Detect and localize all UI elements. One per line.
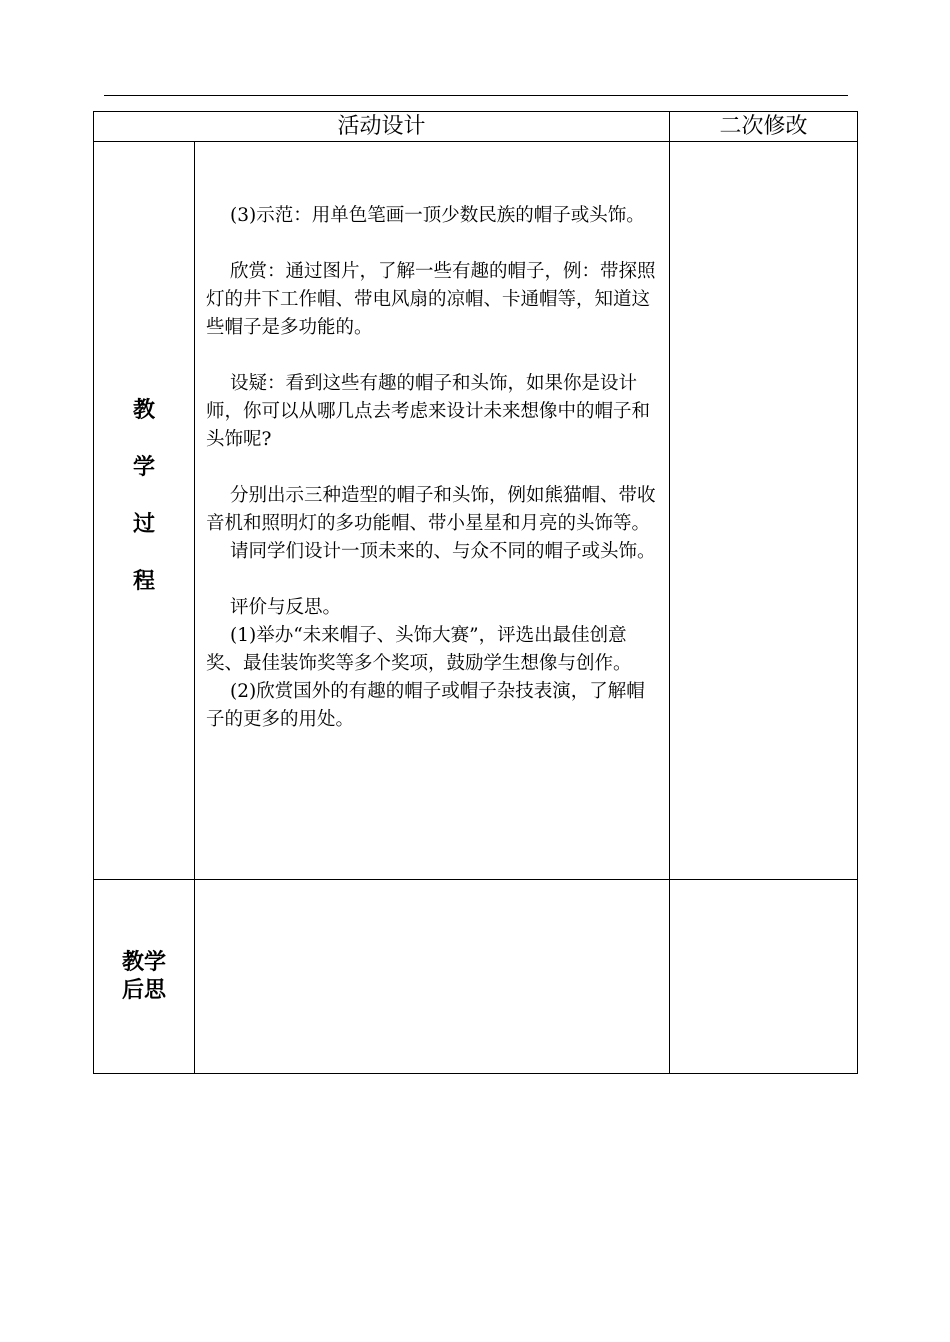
label-char: 过	[132, 511, 155, 537]
teaching-process-row	[94, 142, 858, 880]
teaching-reflection-content-cell	[195, 880, 670, 1074]
label-char: 教	[132, 397, 155, 423]
teaching-reflection-row	[94, 880, 858, 1074]
reflection-revision-cell	[670, 880, 858, 1074]
teaching-reflection-label-cell	[94, 880, 195, 1074]
label-char: 学	[132, 454, 155, 480]
reflection-label-line: 后思	[121, 977, 166, 1003]
activity-design-header: 活动设计	[94, 112, 670, 142]
question-paragraph: 设疑：看到这些有趣的帽子和头饰，如果你是设计师，你可以从哪几点去考虑来设计未来想像中的帽子和头饰呢?	[206, 373, 651, 450]
label-char: 程	[132, 568, 155, 594]
design-task-paragraph: 请同学们设计一顶未来的、与众不同的帽子或头饰。	[230, 541, 656, 562]
teaching-process-label	[94, 397, 194, 625]
show-hats-paragraph: 分别出示三种造型的帽子和头饰，例如熊猫帽、带收音机和照明灯的多功能帽、带小星星和月亮的头饰等。	[206, 485, 656, 534]
teaching-process-label-cell	[94, 142, 195, 880]
demo-paragraph: (3)示范：用单色笔画一顶少数民族的帽子或头饰。	[230, 205, 645, 226]
revision-cell	[670, 142, 858, 880]
lesson-plan-table	[93, 111, 858, 1074]
evaluation-item-2: (2)欣赏国外的有趣的帽子或帽子杂技表演，了解帽子的更多的用处。	[206, 681, 645, 730]
teaching-reflection-label	[94, 949, 194, 1005]
reflection-label-line: 教学	[121, 949, 166, 975]
teaching-process-content-cell	[195, 142, 670, 880]
teaching-process-content	[195, 142, 669, 734]
table-header-row	[94, 112, 858, 142]
evaluation-item-1: (1)举办“未来帽子、头饰大赛”，评选出最佳创意奖、最佳装饰奖等多个奖项，鼓励学生想像与创作。	[206, 625, 632, 674]
appreciation-paragraph: 欣赏：通过图片，了解一些有趣的帽子，例：带探照灯的井下工作帽、带电风扇的凉帽、卡通帽等，知道这些帽子是多功能的。	[206, 261, 656, 338]
evaluation-heading: 评价与反思。	[230, 597, 342, 618]
second-revision-header: 二次修改	[670, 112, 858, 142]
header-rule	[104, 95, 848, 96]
